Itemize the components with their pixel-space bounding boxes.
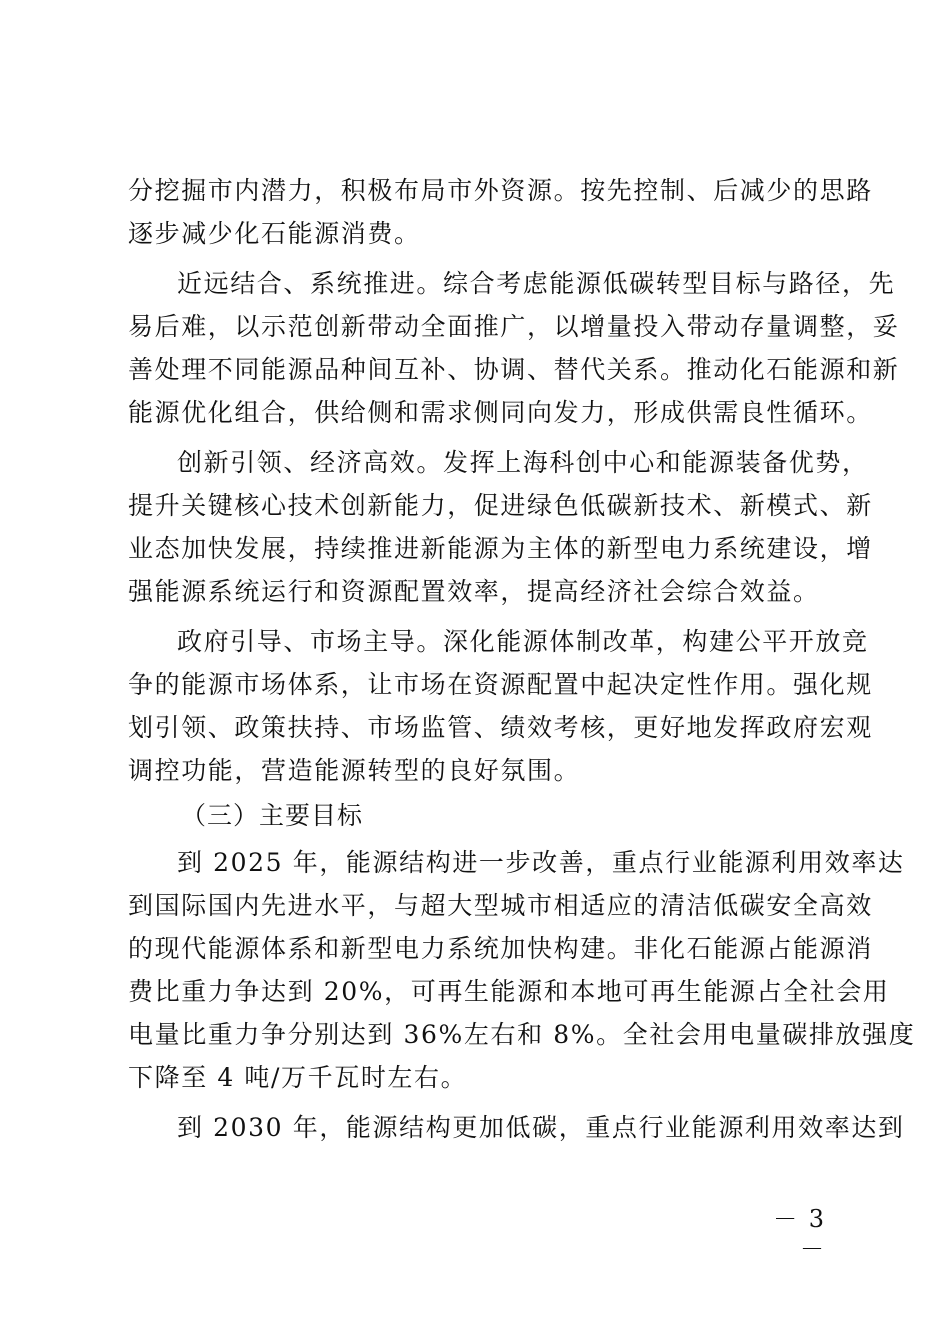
text-line: 划引领、政策扶持、市场监管、绩效考核，更好地发挥政府宏观: [128, 713, 873, 742]
text-line: 费比重力争达到 20%，可再生能源和本地可再生能源占全社会用: [128, 977, 890, 1006]
section-heading: （三）主要目标: [181, 801, 364, 830]
text-line: 调控功能，营造能源转型的良好氛围。: [128, 756, 581, 785]
page-number: － 3 －: [773, 1205, 826, 1263]
text-line: 逐步减少化石能源消费。: [128, 219, 421, 248]
text-line: 下降至 4 吨/万千瓦时左右。: [128, 1063, 468, 1092]
text-line: 争的能源市场体系，让市场在资源配置中起决定性作用。强化规: [128, 670, 873, 699]
text-line: 分挖掘市内潜力，积极布局市外资源。按先控制、后减少的思路: [128, 176, 873, 205]
text-line: 强能源系统运行和资源配置效率，提高经济社会综合效益。: [128, 577, 820, 606]
text-line: 业态加快发展，持续推进新能源为主体的新型电力系统建设，增: [128, 534, 873, 563]
text-line: 提升关键核心技术创新能力，促进绿色低碳新技术、新模式、新: [128, 491, 873, 520]
paragraph-first-line: 到 2025 年，能源结构进一步改善，重点行业能源利用效率达: [177, 848, 905, 877]
paragraph-first-line: 创新引领、经济高效。发挥上海科创中心和能源装备优势，: [177, 448, 869, 477]
text-line: 善处理不同能源品种间互补、协调、替代关系。推动化石能源和新: [128, 355, 900, 384]
text-line: 的现代能源体系和新型电力系统加快构建。非化石能源占能源消: [128, 934, 873, 963]
paragraph-first-line: 政府引导、市场主导。深化能源体制改革，构建公平开放竞: [177, 627, 869, 656]
text-line: 到国际国内先进水平，与超大型城市相适应的清洁低碳安全高效: [128, 891, 873, 920]
paragraph-first-line: 近远结合、系统推进。综合考虑能源低碳转型目标与路径，先: [177, 269, 896, 298]
text-line: 能源优化组合，供给侧和需求侧同向发力，形成供需良性循环。: [128, 398, 873, 427]
text-line: 电量比重力争分别达到 36%左右和 8%。全社会用电量碳排放强度: [128, 1020, 916, 1049]
paragraph-first-line: 到 2030 年，能源结构更加低碳，重点行业能源利用效率达到: [177, 1113, 905, 1142]
text-line: 易后难，以示范创新带动全面推广，以增量投入带动存量调整，妥: [128, 312, 900, 341]
